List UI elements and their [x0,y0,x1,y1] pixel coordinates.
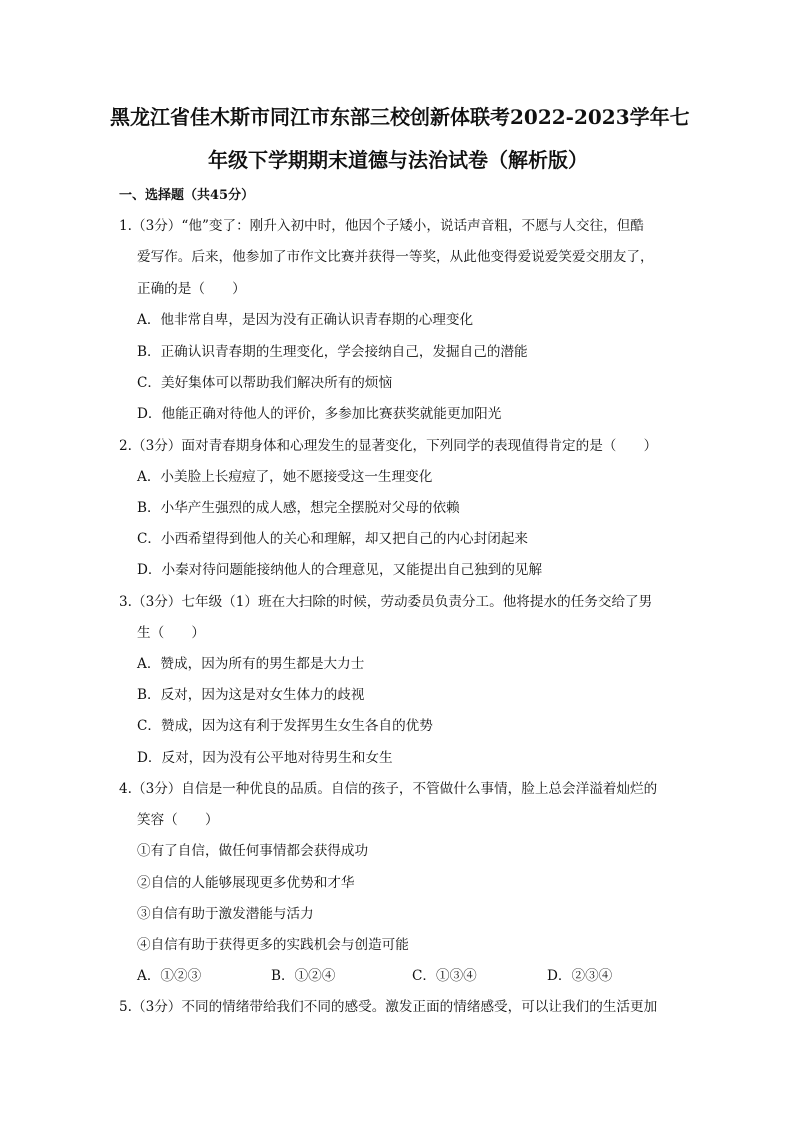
answer-option: B．①②④ [271,968,336,984]
question-stem-line: 爱写作。后来，他参加了市作文比赛并获得一等奖，从此他变得爱说爱笑爱交朋友了， [137,249,654,265]
answer-option: C．①③④ [412,968,477,984]
question-stem-line: 5.（3分）不同的情绪带给我们不同的感受。激发正面的情绪感受，可以让我们的生活更加 [119,999,658,1015]
answer-option: D．小秦对待问题能接纳他人的合理意见，又能提出自己独到的见解 [137,562,543,578]
answer-option: D．反对，因为没有公平地对待男生和女生 [137,750,393,766]
question-stem-line: 生（ ） [137,625,205,641]
answer-option: A．小美脸上长痘痘了，她不愿接受这一生理变化 [137,469,433,485]
statement-item: ④自信有助于获得更多的实践机会与创造可能 [137,937,409,953]
statement-item: ③自信有助于激发潜能与活力 [137,906,314,922]
exam-title-line-1: 黑龙江省佳木斯市同江市东部三校创新体联考2022-2023学年七 [110,105,690,129]
statement-item: ②自信的人能够展现更多优势和才华 [137,875,355,891]
answer-option: C．赞成，因为这有利于发挥男生女生各自的优势 [137,718,433,734]
answer-option: A．他非常自卑，是因为没有正确认识青春期的心理变化 [137,312,474,328]
question-stem-line: 正确的是（ ） [137,281,246,297]
answer-option: A．赞成，因为所有的男生都是大力士 [137,656,365,672]
answer-option: B．反对，因为这是对女生体力的歧视 [137,687,365,703]
statement-item: ①有了自信，做任何事情都会获得成功 [137,843,369,859]
answer-options-row [137,967,677,985]
question-stem-line: 3.（3分）七年级（1）班在大扫除的时候，劳动委员负责分工。他将提水的任务交给了男 [119,594,653,610]
exam-title-line-2: 年级下学期期末道德与法治试卷（解析版） [208,148,588,172]
answer-option: C．美好集体可以帮助我们解决所有的烦恼 [137,375,393,391]
answer-option: D．②③④ [547,968,613,984]
answer-option: B．小华产生强烈的成人感，想完全摆脱对父母的依赖 [137,500,460,516]
answer-option: B．正确认识青春期的生理变化，学会接纳自己，发掘自己的潜能 [137,344,528,360]
answer-option: D．他能正确对待他人的评价，多参加比赛获奖就能更加阳光 [137,406,502,422]
question-stem-line: 2.（3分）面对青春期身体和心理发生的显著变化，下列同学的表现值得肯定的是（ ） [119,438,658,454]
answer-option: C．小西希望得到他人的关心和理解，却又把自己的内心封闭起来 [137,531,529,547]
question-stem-line: 4.（3分）自信是一种优良的品质。自信的孩子，不管做什么事情，脸上总会洋溢着灿烂的 [119,781,658,797]
answer-option: A．①②③ [137,968,202,984]
question-stem-line: 笑容（ ） [137,812,219,828]
question-stem-line: 1.（3分）“他”变了：刚升入初中时，他因个子矮小，说话声音粗，不愿与人交往，但酷 [119,218,644,234]
section-heading: 一、选择题（共45分） [119,188,255,203]
